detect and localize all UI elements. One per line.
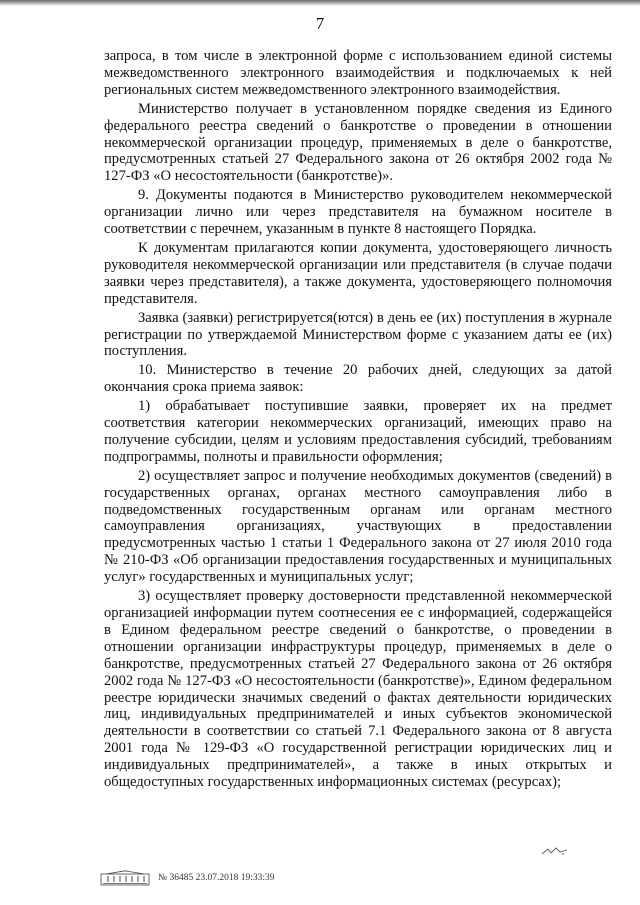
paragraph-request-continuation: запроса, в том числе в электронной форме с использованием единой системы межведомственного электронного взаимодействия и подключаемых к ней региональных систем межведомственного электронного взаимодействия. (104, 48, 612, 98)
page-number: 7 (315, 14, 325, 33)
paragraph-subitem-2: 2) осуществляет запрос и получение необходимых документов (сведений) в государственных органах, органах местного самоуправления либо в подведомственных государственным органам или органам местного самоуправления организациях, участвующих в предоставлении предусмотренных частью 1 статьи 1 Федерального закона от 27 июля 2010 года № 210-ФЗ «Об организации предоставления государственных и муниципальных услуг» государственных и муниципальных услуг; (104, 467, 612, 586)
paragraph-subitem-1: 1) обрабатывает поступившие заявки, проверяет их на предмет соответствия категории некоммерческих организаций, имеющих право на получение субсидии, целям и условиям предоставления субсидий, требованиям подпрограммы, полноты и правильности оформления; (104, 398, 612, 465)
paragraph-subitem-3: 3) осуществляет проверку достоверности представленной некоммерческой организацией информации путем соотнесения ее с информацией, содержащейся в Едином федеральном реестре сведений о банкротстве, о проведении в отношении организации инфраструктуры процедур, применяемых в деле о банкротстве, предусмотренных статьей 27 Федерального закона от 26 октября 2002 года № 127-ФЗ «О несостоятельности (банкротстве)», Едином федеральном реестре юридически значимых сведений о фактах деятельности юридических лиц, индивидуальных предпринимателей и иных субъектов экономической деятельности в соответствии со статьей 7.1 Федерального закона от 8 августа 2001 года № 129-ФЗ «О государственной регистрации юридических лиц и индивидуальных предпринимателей», а также в иных открытых и общедоступных государственных информационных системах (ресурсах); (104, 588, 612, 791)
building-stamp-icon (100, 870, 150, 886)
scan-edge (0, 0, 640, 6)
document-body (104, 48, 612, 791)
signature-mark (540, 845, 570, 857)
paragraph-item-10: 10. Министерство в течение 20 рабочих дней, следующих за датой окончания срока приема заявок: (104, 362, 612, 396)
paragraph-bankruptcy-registry: Министерство получает в установленном порядке сведения из Единого федерального реестра сведений о банкротстве о проведении в отношении некоммерческой организации процедур, применяемых в деле о банкротстве, предусмотренных статьей 27 Федерального закона от 26 октября 2002 года № 127-ФЗ «О несостоятельности (банкротстве)». (104, 100, 612, 185)
paragraph-application-registration: Заявка (заявки) регистрируется(ются) в день ее (их) поступления в журнале регистрации по утверждаемой Министерством форме с указанием даты ее (их) поступления. (104, 309, 612, 360)
registration-stamp: № 36485 23.07.2018 19:33:39 (158, 873, 275, 883)
paragraph-document-copies: К документам прилагаются копии документа, удостоверяющего личность руководителя некоммерческой организации или представителя (в случае подачи заявки через представителя), а также документа, удостоверяющего полномочия представителя. (104, 239, 612, 307)
paragraph-item-9: 9. Документы подаются в Министерство руководителем некоммерческой организации лично или через представителя на бумажном носителе в соответствии с перечнем, указанным в пункте 8 настоящего Порядка. (104, 187, 612, 238)
footer (100, 868, 274, 888)
